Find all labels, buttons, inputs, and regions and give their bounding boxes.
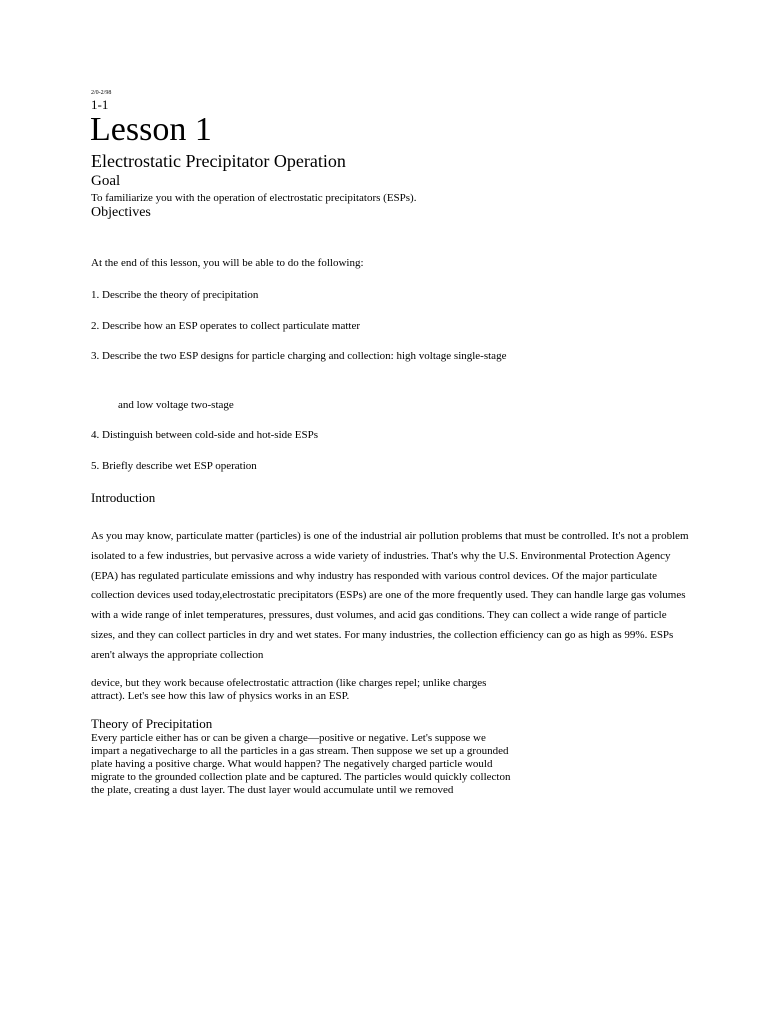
introduction-heading: Introduction xyxy=(91,490,156,505)
introduction-continuation: device, but they work because ofelectrostatic attraction (like charges repel; unlike charges attract). Let's see how this law of physics works in an ESP. xyxy=(91,677,487,702)
page-number: 1-1 xyxy=(91,97,109,112)
theory-heading: Theory of Precipitation xyxy=(91,716,213,731)
lesson-subtitle: Electrostatic Precipitator Operation xyxy=(91,151,346,171)
objective-item-2: 2. Describe how an ESP operates to collect particulate matter xyxy=(91,320,360,332)
objective-item-5: 5. Briefly describe wet ESP operation xyxy=(91,460,257,472)
goal-text: To familiarize you with the operation of electrostatic precipitators (ESPs). xyxy=(91,192,417,204)
objective-item-3: 3. Describe the two ESP designs for particle charging and collection: high voltage single-stage xyxy=(91,350,507,362)
objectives-heading: Objectives xyxy=(91,205,151,220)
objectives-intro: At the end of this lesson, you will be able to do the following: xyxy=(91,257,364,269)
lesson-title: Lesson 1 xyxy=(90,111,212,148)
revision-date: 2/0-2/98 xyxy=(91,90,112,96)
goal-heading: Goal xyxy=(91,173,121,189)
introduction-paragraph: As you may know, particulate matter (particles) is one of the industrial air pollution problems that must be controlled. It's not a problem isolated to a few industries, but pervasive across a wide variety of industries. That's why the U.S. Environmental Protection Agency (EPA) has regulated particulate emissions and why industry has responded with various control devices. Of the major particulate collection devices used today,electrostatic precipitators (ESPs) are one of the more frequently used. They can handle large gas volumes with a wide range of inlet temperatures, pressures, dust volumes, and acid gas conditions. They can collect a wide range of particle sizes, and they can collect particles in dry and wet states. For many industries, the collection efficiency can go as high as 99%. ESPs aren't always the appropriate collection xyxy=(91,530,689,661)
theory-paragraph: Every particle either has or can be given a charge—positive or negative. Let's suppose we impart a negativecharge to all the particles in a gas stream. Then suppose we set up a grounded plate having a positive charge. What would happen? The negatively charged particle would migrate to the grounded collection plate and be captured. The particles would quickly collecton the plate, creating a dust layer. The dust layer would accumulate until we removed xyxy=(91,732,511,796)
objective-item-1: 1. Describe the theory of precipitation xyxy=(91,289,259,301)
objective-item-3-continued: and low voltage two-stage xyxy=(118,399,234,411)
objective-item-4: 4. Distinguish between cold-side and hot-side ESPs xyxy=(91,429,319,441)
